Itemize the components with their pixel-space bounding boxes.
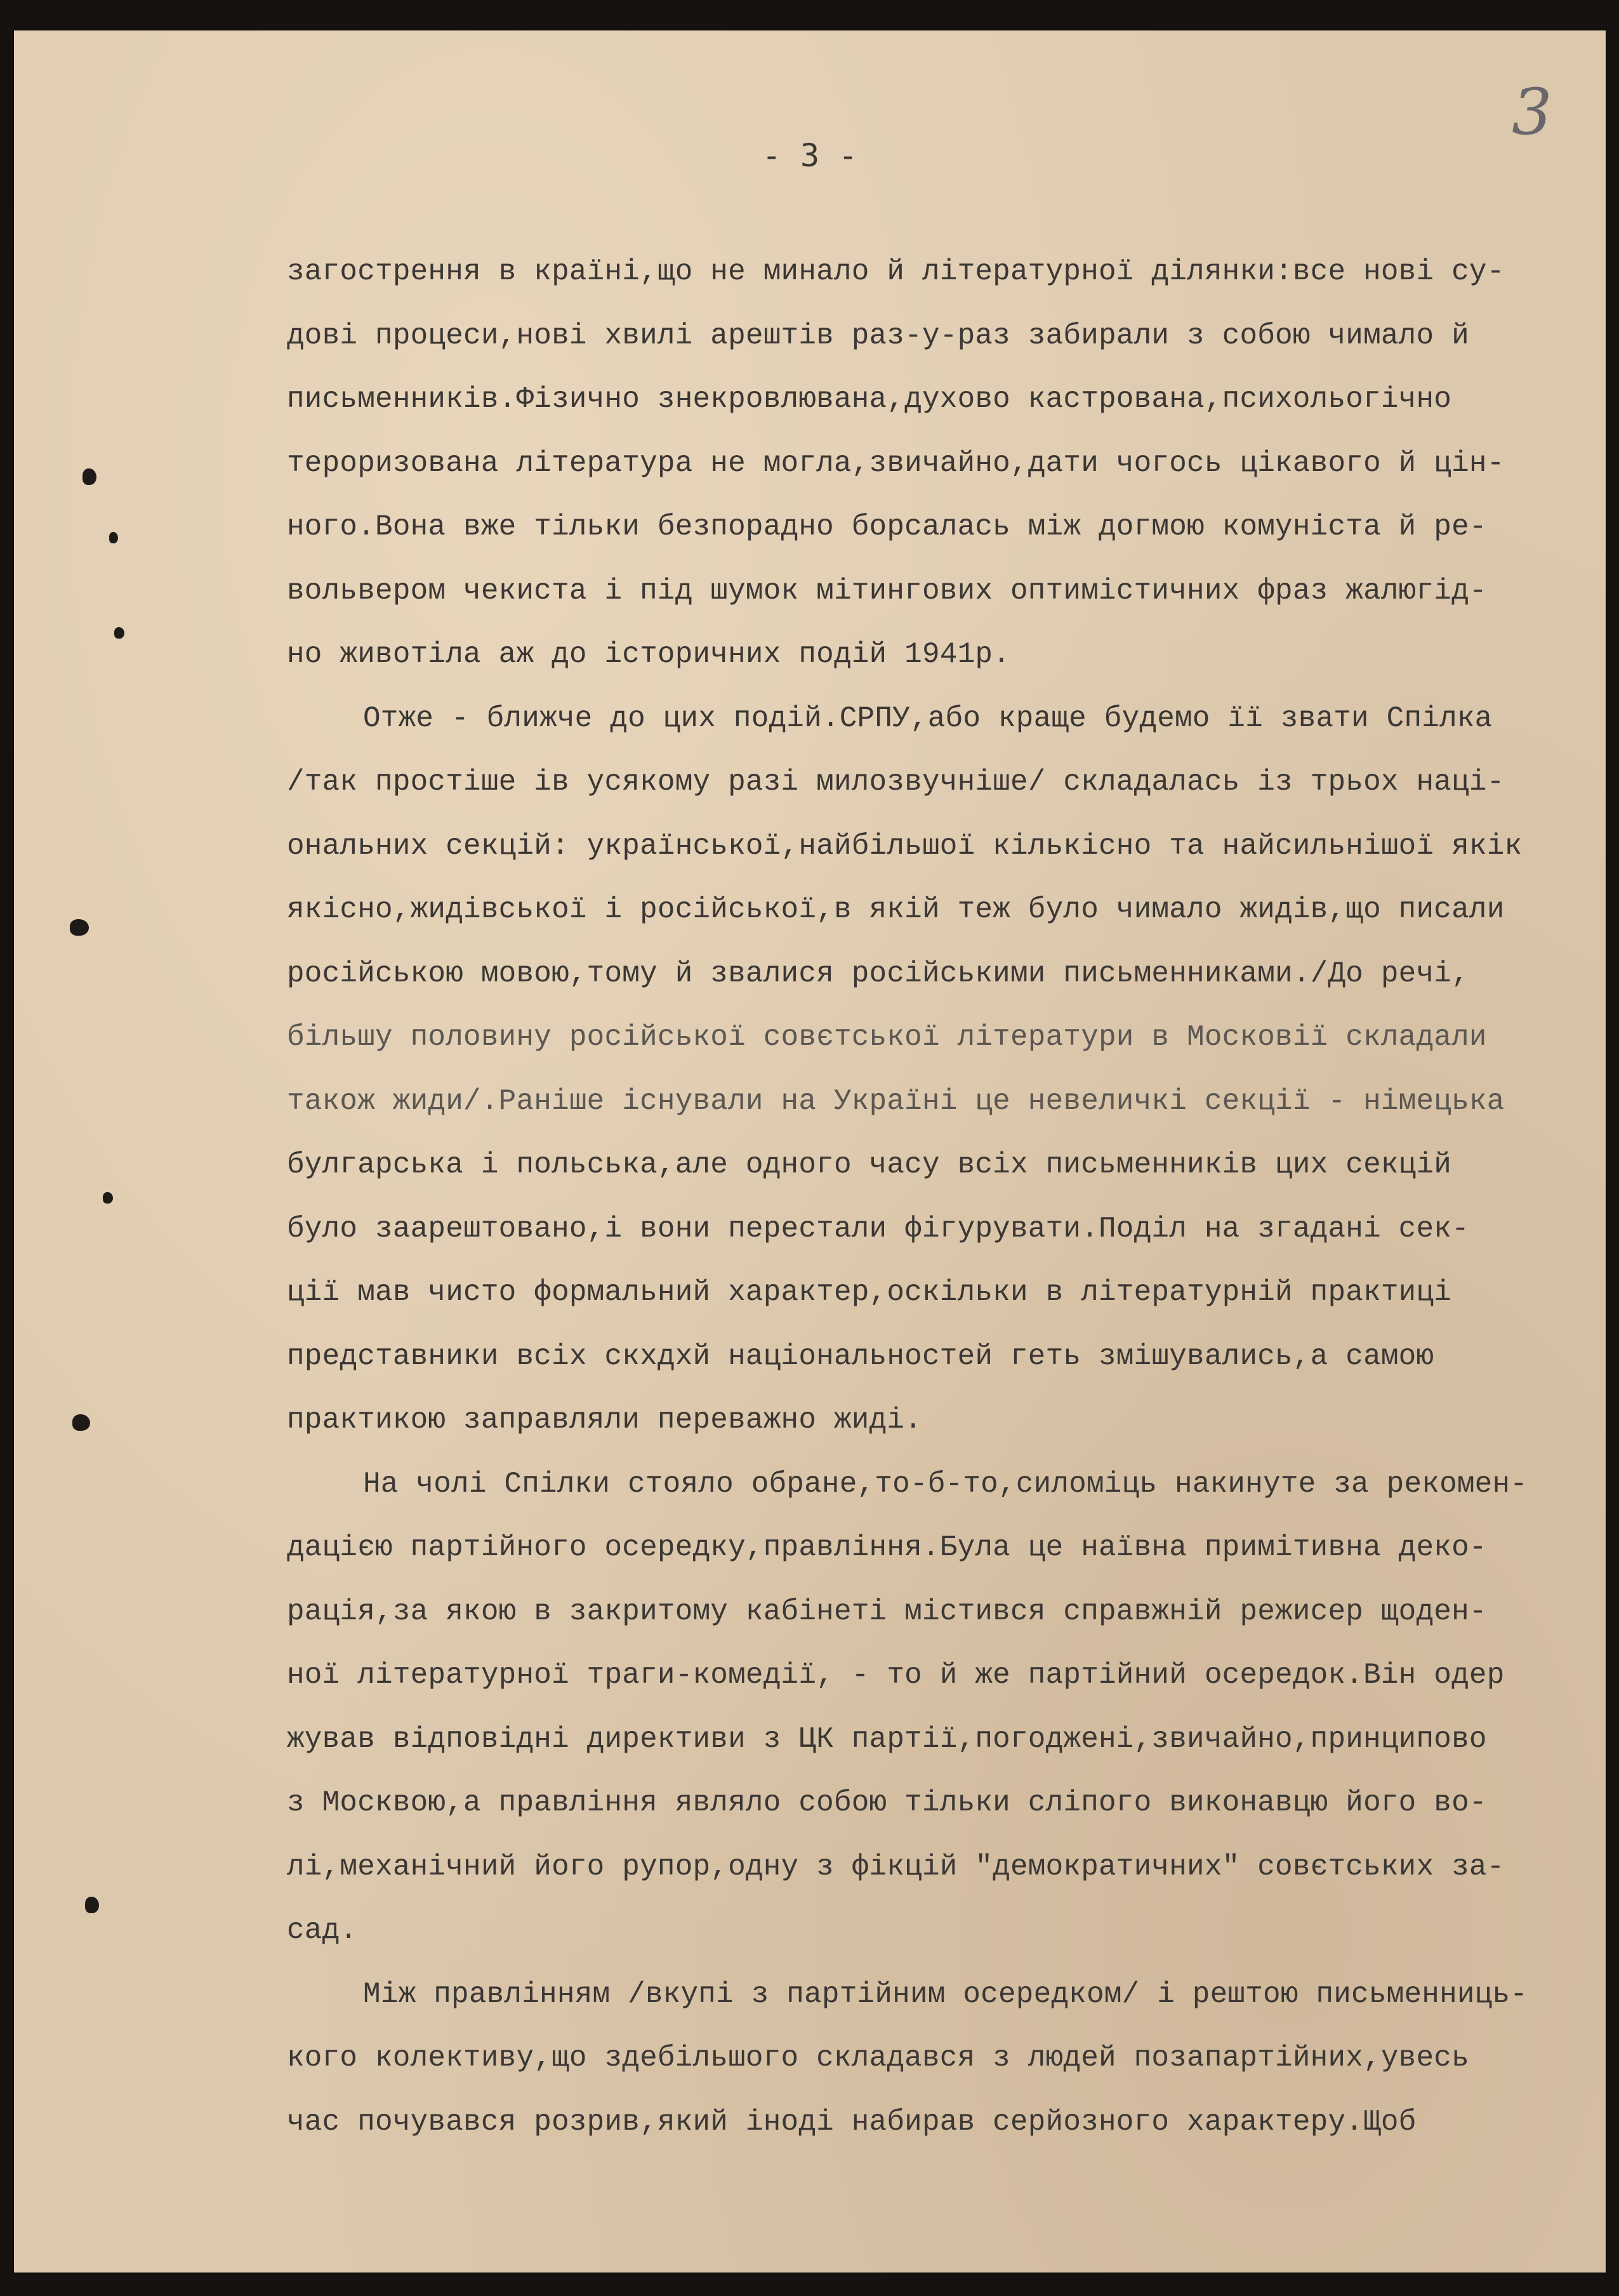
archive-page-number: 3 [1512, 75, 1552, 149]
binding-hole [72, 1414, 90, 1431]
text-line: загострення в країні,що не минало й літературної ділянки:все нові су- [287, 255, 1505, 288]
text-line: з Москвою,а правління являло собою тільки сліпого виконавцю його во- [287, 1786, 1487, 1819]
text-line: кого колективу,що здебільшого складався з людей позапартійних,увесь [287, 2041, 1469, 2074]
text-line: На чолі Спілки стояло обране,то-б-то,силоміць накинуте за рекомен- [363, 1467, 1528, 1501]
text-line: якісно,жидівської і російської,в якій теж було чимало жидів,що писали [287, 893, 1505, 926]
text-line: ної літературної траги-комедії, - то й же партійний осередок.Він одер [287, 1659, 1505, 1692]
text-line: також жиди/.Раніше існували на Україні це невеличкі секції - німецька [287, 1084, 1505, 1118]
text-line: дові процеси,нові хвилі арештів раз-у-раз забирали з собою чимало й [287, 319, 1469, 352]
text-line: час почувався розрив,який іноді набирав серйозного характеру.Щоб [287, 2105, 1417, 2139]
text-line: письменників.Фізично знекровлювана,духово кастрована,психольогічно [287, 383, 1452, 416]
binding-hole [83, 468, 96, 485]
text-line: вольвером чекиста і під шумок мітингових оптимістичних фраз жалюгід- [287, 574, 1487, 607]
text-line: рація,за якою в закритому кабінеті містився справжній режисер щоден- [287, 1595, 1487, 1628]
binding-hole [103, 1192, 113, 1204]
binding-hole [70, 919, 89, 936]
text-line: сад. [287, 1914, 358, 1947]
text-line: більшу половину російської совєтської літератури в Московії складали [287, 1021, 1487, 1054]
text-line: жував відповідні директиви з ЦК партії,погоджені,звичайно,принципово [287, 1722, 1487, 1756]
binding-hole [114, 627, 124, 639]
typed-text [287, 240, 1607, 2154]
binding-hole [109, 532, 118, 543]
text-line: /так простіше ів усякому разі милозвучніше/ складалась із трьох наці- [287, 766, 1505, 799]
binding-hole [85, 1897, 99, 1913]
text-line: лі,механічний його рупор,одну з фікцій "демократичних" совєтських за- [287, 1850, 1505, 1883]
document-page [14, 30, 1606, 2273]
text-line: дацією партійного осередку,правління.Була це наївна примітивна деко- [287, 1531, 1487, 1564]
text-line: ного.Вона вже тільки безпорадно борсалась між догмою комуніста й ре- [287, 510, 1487, 543]
text-line: тероризована література не могла,звичайно,дати чогось цікавого й цін- [287, 446, 1505, 480]
page-number: - 3 - [762, 137, 858, 174]
text-line: ональних секцій: української,найбільшої кількісно та найсильнішої якік [287, 829, 1523, 863]
text-line: представники всіх скхдхй національностей геть змішувались,а самою [287, 1339, 1434, 1373]
text-line: російською мовою,тому й звалися російськими письменниками./До речі, [287, 957, 1469, 990]
text-line: но животіла аж до історичних подій 1941р. [287, 638, 1010, 671]
text-line: Отже - ближче до цих подій.СРПУ,або краще будемо її звати Спілка [363, 701, 1493, 735]
text-line: було заарештовано,і вони перестали фігурувати.Поділ на згадані сек- [287, 1212, 1469, 1245]
text-line: практикою заправляли переважно жиді. [287, 1403, 922, 1437]
text-line: Між правлінням /вкупі з партійним осередком/ і рештою письменниць- [363, 1977, 1528, 2011]
text-line: ції мав чисто формальний характер,оскільки в літературній практиці [287, 1276, 1452, 1309]
text-line: булгарська і польська,але одного часу всіх письменників цих секцій [287, 1148, 1452, 1181]
